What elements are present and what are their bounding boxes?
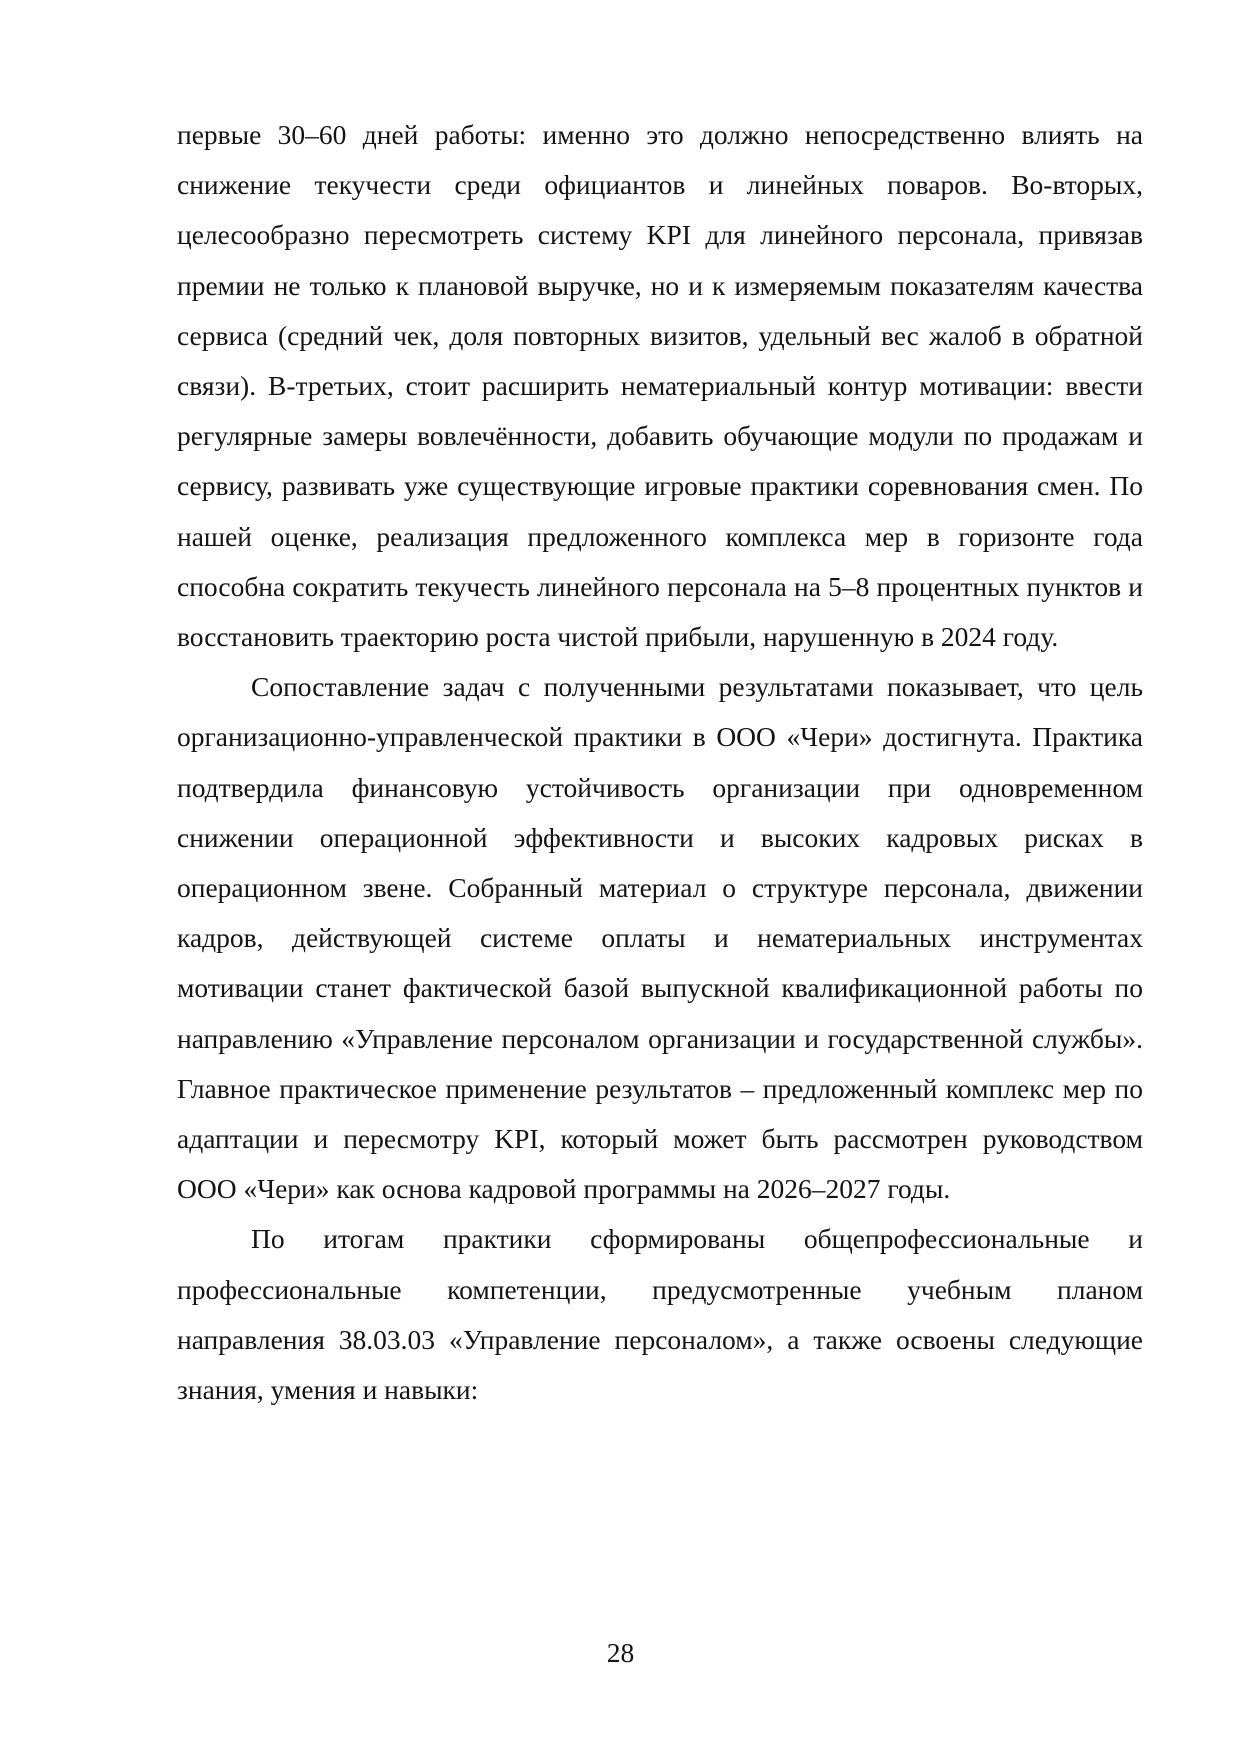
paragraph-competencies: По итогам практики сформированы общепрофессиональные и профессиональные компетенции, предусмотренные учебным планом направления 38.03.03 «Управление персоналом», а также освоены следующие знания, умения и навыки: [177,1223,1143,1406]
paragraph-results-comparison: Сопоставление задач с полученными результатами показывает, что цель организационно-управленческой практики в ООО «Чери» достигнута. Практика подтвердила финансовую устойчивость организации при одновременном снижении операционной эффективности и высоких кадровых рисках в операционном звене. Собранный материал о структуре персонала, движении кадров, действующей системе оплаты и нематериальных инструментах мотивации станет фактической базой выпускной квалификационной работы по направлению «Управление персоналом организации и государственной службы». Главное практическое применение результатов – предложенный комплекс мер по адаптации и пересмотру KPI, который может быть рассмотрен руководством ООО «Чери» как основа кадровой программы на 2026–2027 годы. [177,671,1143,1205]
page-number: 28 [606,1637,635,1668]
document-body [177,110,1143,1415]
paragraph-continuation: первые 30–60 дней работы: именно это должно непосредственно влиять на снижение текучести среди официантов и линейных поваров. Во-вторых, целесообразно пересмотреть систему KPI для линейного персонала, привязав премии не только к плановой выручке, но и к измеряемым показателям качества сервиса (средний чек, доля повторных визитов, удельный вес жалоб в обратной связи). В-третьих, стоит расширить нематериальный контур мотивации: ввести регулярные замеры вовлечённости, добавить обучающие модули по продажам и сервису, развивать уже существующие игровые практики соревнования смен. По нашей оценке, реализация предложенного комплекса мер в горизонте года способна сократить текучесть линейного персонала на 5–8 процентных пунктов и восстановить траекторию роста чистой прибыли, нарушенную в 2024 году. [177,119,1143,653]
